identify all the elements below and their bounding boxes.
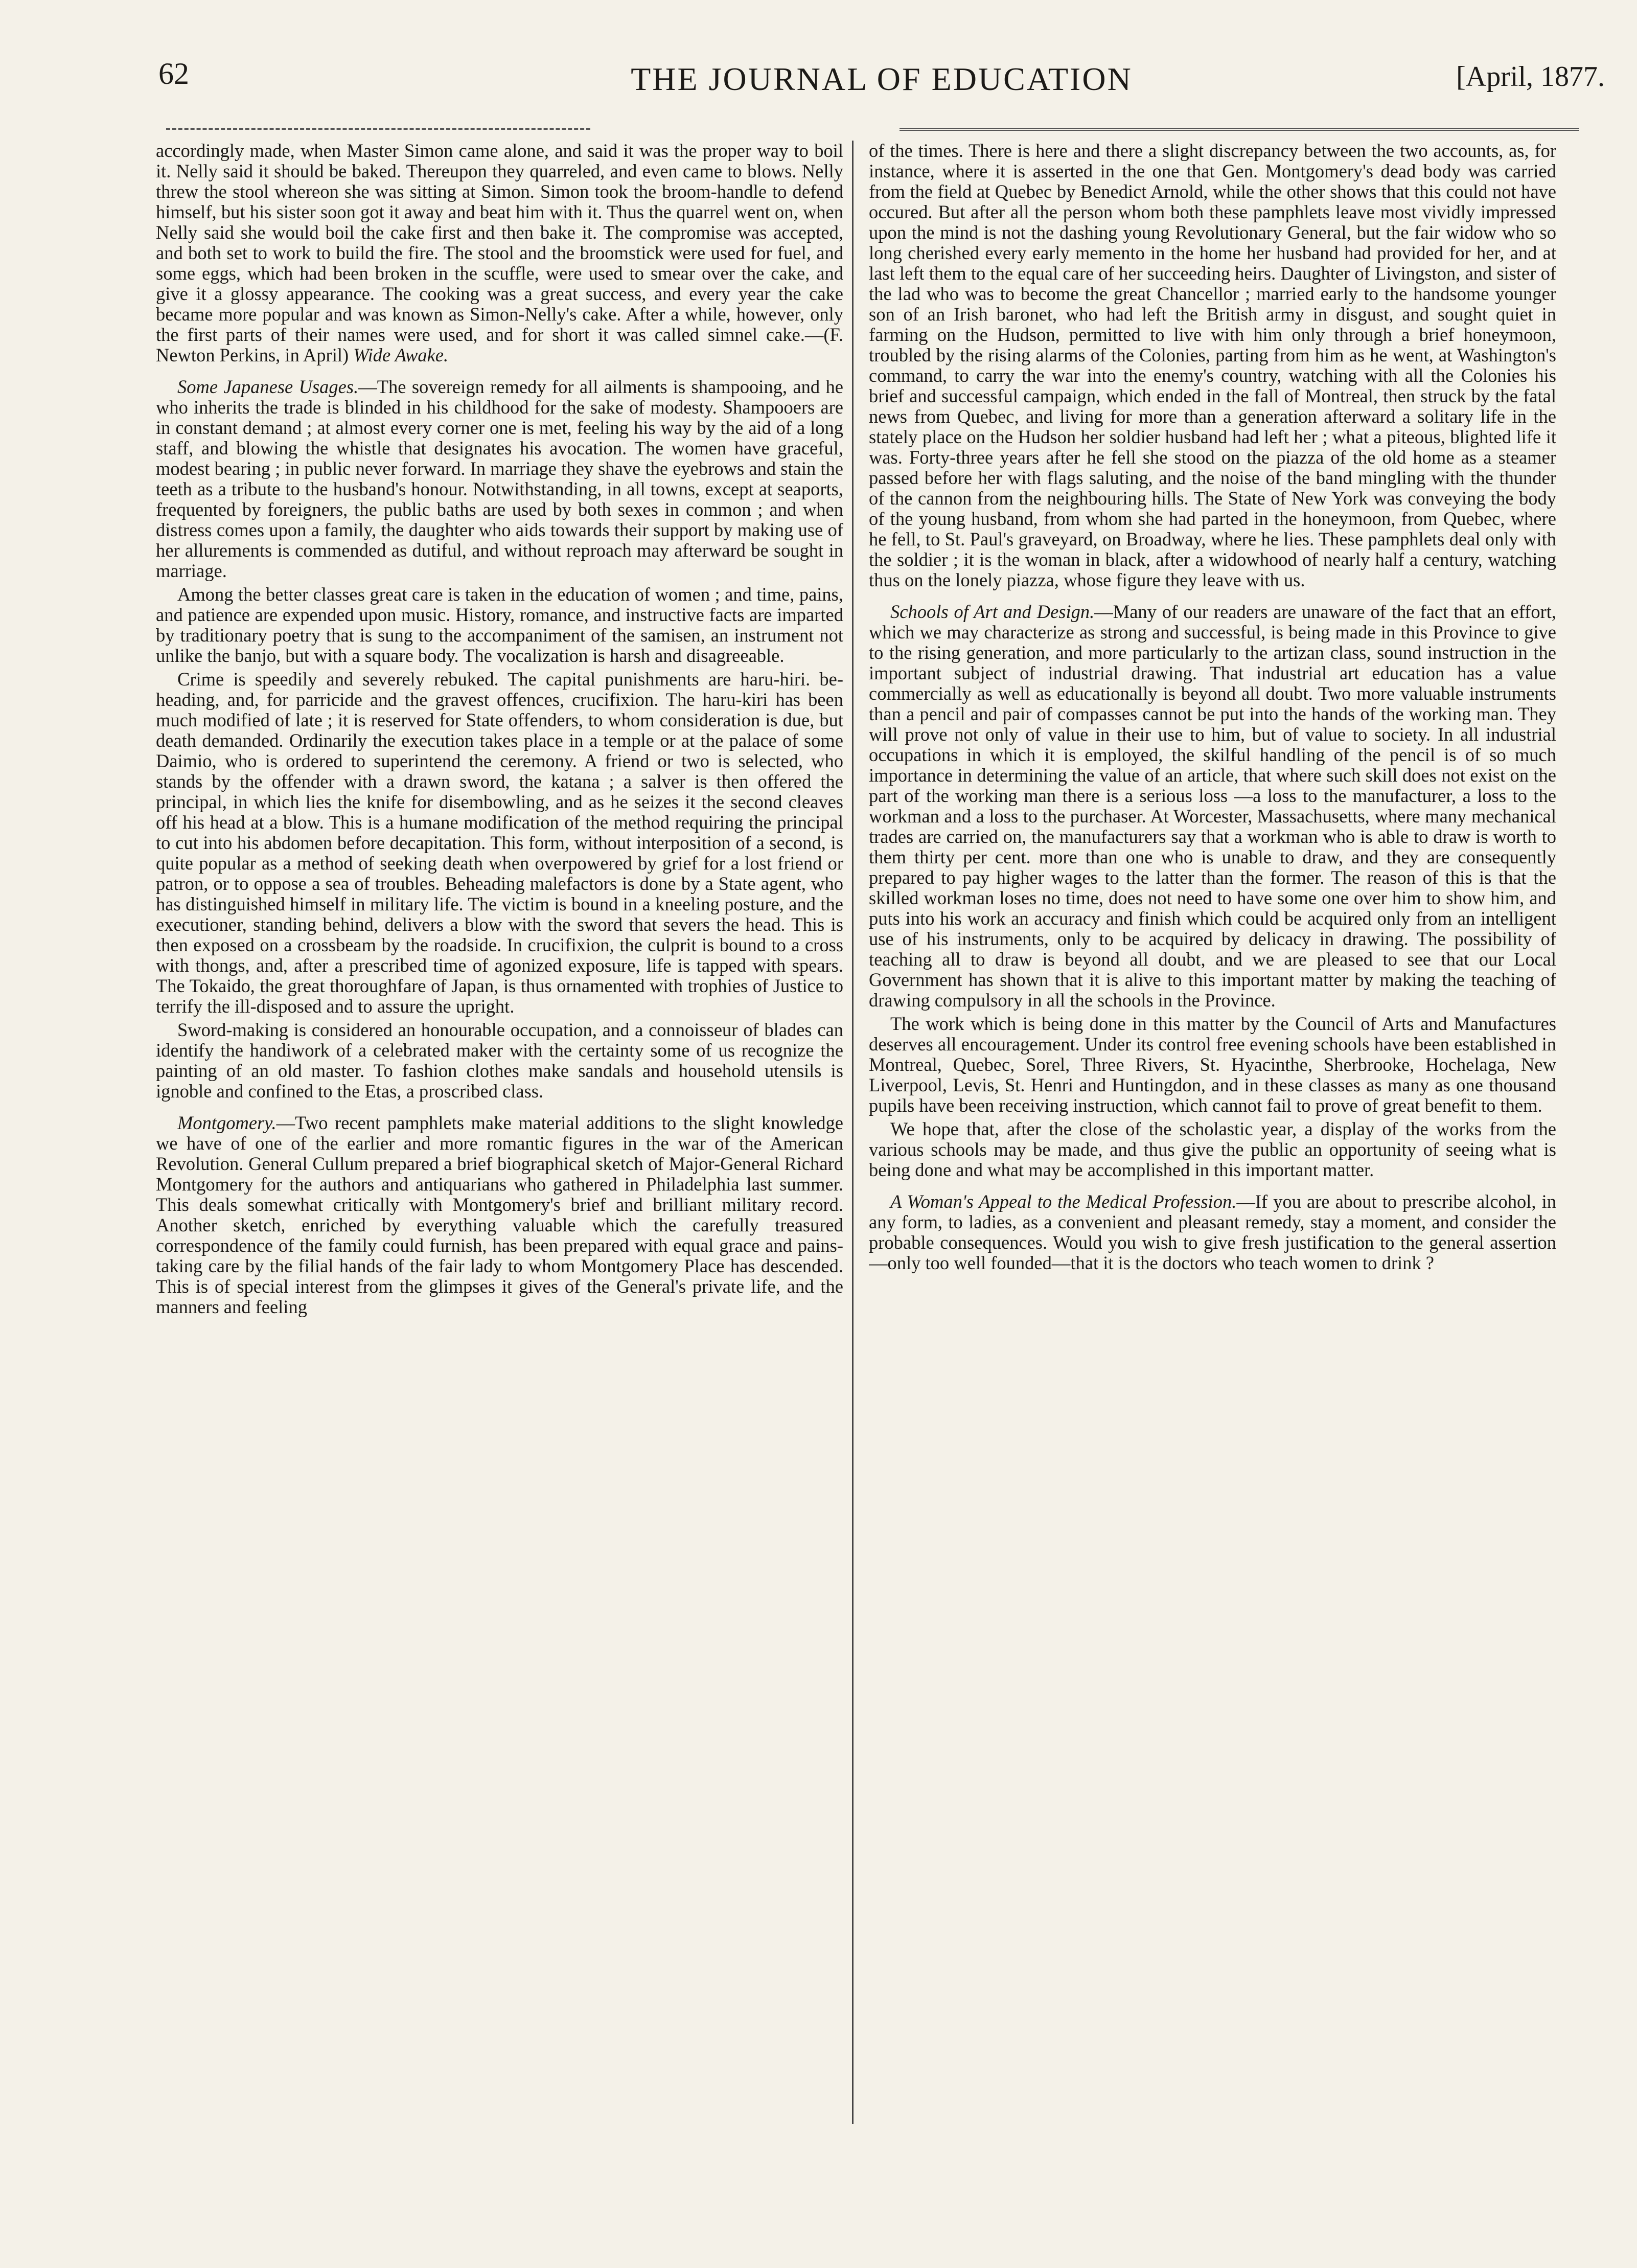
journal-title: THE JOURNAL OF EDUCATION — [631, 61, 1133, 97]
simnel-text: accordingly made, when Master Simon came alone, and said it was the proper way to boil it. Nelly said it should be baked. Thereupon they quarreled, and even came to blows. Nelly threw the stool whereon she was sitting at Simon. Simon took the broom-handle to defend himself, but his sister soon got it away and beat him with it. Thus the quarrel went on, when Nelly said she would boil the cake first and then bake it. The compromise was accepted, and both set to work to build the fire. The stool and the broomstick were used for fuel, and some eggs, which had been broken in the scuffle, were used to smear over the cake, and give it a glossy appearance. The cooking was a great success, and every year the cake became more popular and was known as Simon-Nelly's cake. After a while, however, only the first parts of their names were used, and for short it was called simnel cake.—(F. Newton Perkins, in April) — [156, 141, 843, 365]
appeal-text-1: —If you are about to prescribe alcohol, in any form, to ladies, as a convenient and pleasant remedy, stay a moment, and consider the probable consequences. Would you wish to give fresh justification to the general assertion—only too well founded—that it is the doctors who teach women to drink ? — [869, 1191, 1556, 1273]
montgomery-continued: of the times. There is here and there a slight discrepancy between the two accounts, as, for instance, where it is asserted in the one that Gen. Montgomery's dead body was carried from the field at Quebec by Benedict Arnold, while the other shows that this could not have occured. But after all the person whom both these pamphlets leave most vividly impressed upon the mind is not the dashing young Revolutionary General, but the fair widow who so long cherished every early memento in the home her husband had provided for her, and at last left them to the equal care of her succeeding heirs. Daughter of Livingston, and sister of the lad who was to become the great Chancellor ; married early to the handsome younger son of an Irish baronet, who had left the British army in disgust, and sought quiet in farming on the Hudson, permitted to live with him only through a brief honeymoon, troubled by the rising alarms of the Colonies, parting from him as he went, at Washington's command, to carry the war into the enemy's country, watching with all the Colonies his brief and successful campaign, which ended in the fall of Montreal, then struck by the fatal news from Quebec, and living for more than a generation afterward a solitary life in the stately place on the Hudson her soldier husband had left her ; what a piteous, blighted life it was. Forty-three years after he fell she stood on the piazza of the old home as a steamer passed before her with flags saluting, and the noise of the band mingling with the thunder of the cannon from the neighbouring hills. The State of New York was conveying the body of the young husband, from whom she had parted in the honeymoon, from Quebec, where he fell, to St. Paul's graveyard, on Broadway, where he lies. These pamphlets deal only with the soldier ; it is the woman in black, after a widowhood of nearly half a century, watching thus on the lonely piazza, whose figure they leave with us. — [869, 141, 1556, 590]
montgomery-text-1: —Two recent pamphlets make material additions to the slight knowledge we have of one of the earlier and more romantic figures in the war of the American Revolution. General Cullum prepared a brief biographical sketch of Major-General Richard Montgomery for the authors and antiquarians who gathered in Philadelphia last summer. This deals somewhat critically with Montgomery's brief and brilliant military record. Another sketch, enriched by everything valuable which the carefully treasured correspondence of the family could furnish, has been prepared with equal grace and pains-taking care by the filial hands of the fair lady to whom Montgomery Place has descended. This is of special interest from the glimpses it gives of the General's private life, and the manners and feeling — [156, 1112, 843, 1317]
schools-heading: Schools of Art and Design. — [890, 601, 1095, 622]
japanese-usages-paragraph-3: Crime is speedily and severely rebuked. The capital punishments are haru-hiri. be-heading, and, for parricide and the gravest offences, crucifixion. The haru-kiri has been much modified of late ; it is reserved for State offenders, to whom consideration is due, but death demanded. Ordinarily the execution takes place in a temple or at the palace of some Daimio, who is ordered to superintend the ceremony. A friend or two is selected, who stands by the offender with a drawn sword, the katana ; a salver is then offered the principal, in which lies the knife for disembowling, and as he seizes it the second cleaves off his head at a blow. This is a humane modification of the method requiring the principal to cut into his abdomen before decapitation. This form, without interposition of a second, is quite popular as a method of seeking death when overpowered by grief for a lost friend or patron, or to oppose a sea of troubles. Beheading malefactors is done by a State agent, who has distinguished himself in military life. The victim is bound in a kneeling posture, and the executioner, standing behind, delivers a blow with the sword that severs the head. This is then exposed on a crossbeam by the roadside. In crucifixion, the culprit is bound to a cross with thongs, and, after a prescribed time of agonized exposure, life is tapped with spears. The Tokaido, the great thoroughfare of Japan, is thus ornamented with trophies of Justice to terrify the ill-disposed and to assure the upright. — [156, 669, 843, 1017]
right-column — [869, 141, 1556, 2165]
montgomery-paragraph-1 — [156, 1113, 843, 1317]
japanese-usages-paragraph-4: Sword-making is considered an honourable occupation, and a connoisseur of blades can identify the handiwork of a celebrated maker with the certainty some of us recognize the painting of an old master. To fashion clothes make sandals and household utensils is ignoble and confined to the Etas, a proscribed class. — [156, 1019, 843, 1102]
column-divider — [852, 141, 854, 2124]
montgomery-heading: Montgomery. — [177, 1112, 276, 1133]
header-rule-right — [900, 128, 1579, 131]
simnel-source: Wide Awake. — [353, 345, 449, 365]
japanese-usages-heading: Some Japanese Usages. — [177, 376, 359, 397]
schools-text-1: —Many of our readers are unaware of the fact that an effort, which we may characterize as strong and successful, is being made in this Province to give to the rising generation, and more particularly to the artizan class, sound instruction in the important subject of industrial drawing. That industrial art education has a value commercially as well as educationally is beyond all doubt. Two more valuable instruments than a pencil and pair of compasses cannot be put into the hands of the working man. They will prove not only of value in their use to him, but of value to society. In all industrial occupations in which it is employed, the skilful handling of the pencil is of so much importance in determining the value of an article, that where such skill does not exist on the part of the working man there is a serious loss —a loss to the manufacturer, a loss to the workman and a loss to the purchaser. At Worcester, Massachusetts, where many mechanical trades are carried on, the manufacturers say that a workman who is able to draw is worth to them thirty per cent. more than one who is unable to draw, and they are consequently prepared to pay higher wages to the latter than the former. The reason of this is that the skilled workman loses no time, does not need to have some one over him to show him, and puts into his work an accuracy and finish which could be acquired only from an intelligent use of his instruments, only to be acquired by delicacy in drawing. The possibility of teaching all to draw is beyond all doubt, and we are pleased to see that our Local Government has shown that it is alive to this important matter by making the teaching of drawing compulsory in all the schools in the Province. — [869, 601, 1556, 1011]
schools-paragraph-1 — [869, 602, 1556, 1011]
schools-paragraph-2: The work which is being done in this matter by the Council of Arts and Manufactures deserves all encouragement. Under its control free evening schools have been established in Montreal, Quebec, Sorel, Three Rivers, St. Hyacinthe, Sherbrooke, Hochelaga, New Liverpool, Levis, St. Henri and Huntingdon, and in these classes as many as one thousand pupils have been receiving instruction, which cannot fail to prove of great benefit to them. — [869, 1013, 1556, 1116]
left-column — [156, 141, 843, 2165]
japanese-text-1: —The sovereign remedy for all ailments is shampooing, and he who inherits the trade is blinded in his childhood for the sake of modesty. Shampooers are in constant demand ; at almost every corner one is met, feeling his way by the aid of a long staff, and blowing the whistle that designates his avocation. The women have graceful, modest bearing ; in public never forward. In marriage they shave the eyebrows and stain the teeth as a tribute to the husband's honour. Notwithstanding, in all towns, except at seaports, frequented by foreigners, the public baths are used by both sexes in common ; and when distress comes upon a family, the daughter who aids towards their support by making use of her allurements is commended as dutiful, and without reproach may afterward be sought in marriage. — [156, 376, 843, 581]
page-number: 62 — [158, 57, 189, 90]
schools-paragraph-3: We hope that, after the close of the scholastic year, a display of the works from the various schools may be made, and thus give the public an opportunity of seeing what is being done and what may be accomplished in this important matter. — [869, 1118, 1556, 1180]
japanese-usages-paragraph-1 — [156, 377, 843, 581]
page-header — [158, 56, 1605, 112]
issue-date: [April, 1877. — [1456, 61, 1605, 93]
appeal-heading: A Woman's Appeal to the Medical Profession. — [890, 1191, 1237, 1212]
japanese-usages-paragraph-2: Among the better classes great care is taken in the education of women ; and time, pains, and patience are expended upon music. History, romance, and instructive facts are imparted by traditionary poetry that is sung to the accompaniment of the samisen, an instrument not unlike the banjo, but with a square body. The vocalization is harsh and disagreeable. — [156, 584, 843, 666]
header-rule-left — [166, 128, 590, 130]
simnel-article-continued — [156, 141, 843, 365]
appeal-paragraph-1 — [869, 1192, 1556, 1273]
